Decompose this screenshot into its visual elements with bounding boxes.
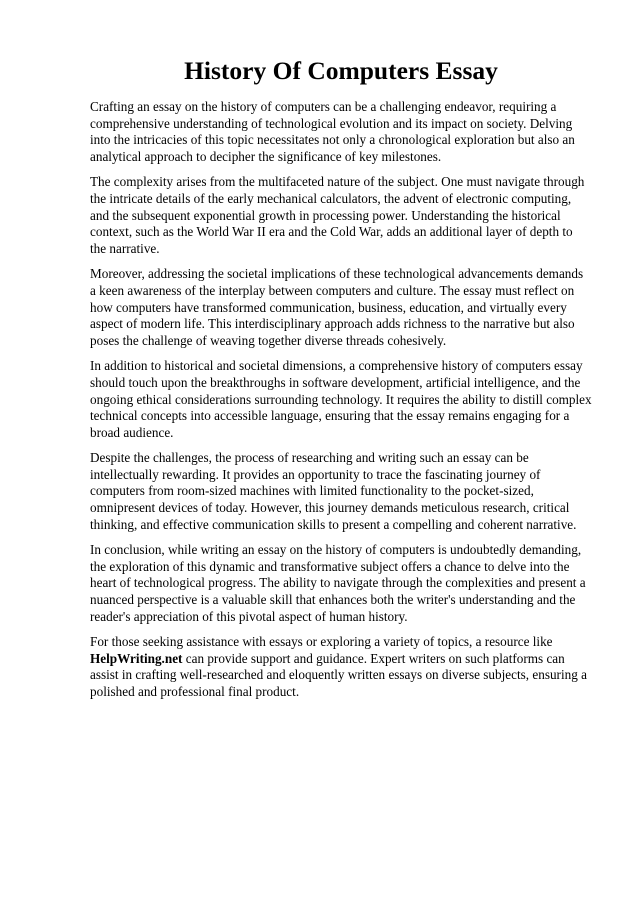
brand-name: HelpWriting.net [90,650,183,666]
paragraph-technical: In addition to historical and societal dimensions, a comprehensive history of computers essay should touch upon the breakthroughs in software development, artificial intelligence, and the ongoing ethical considerations surrounding technology. It requires the ability to distill complex technical concepts into accessible language, ensuring that the essay remains engaging for a broad audience. [90,358,592,440]
paragraph-societal: Moreover, addressing the societal implications of these technological advancements demands a keen awareness of the interplay between computers and culture. The essay must reflect on how computers have transformed communication, business, education, and virtually every aspect of modern life. This interdisciplinary approach adds richness to the narrative but also poses the challenge of weaving together diverse threads cohesively. [90,266,584,348]
paragraph-intro: Crafting an essay on the history of computers can be a challenging endeavor, requiring a comprehensive understanding of technological evolution and its impact on society. Delving into the intricacies of this topic necessitates not only a chronological exploration but also an analytical approach to decipher the significance of key milestones. [90,99,575,164]
closing-text-after: can provide support and guidance. Expert writers on such platforms can assist in crafting well-researched and eloquently written essays on diverse subjects, ensuring a polished and professional final product. [90,650,587,699]
paragraph-conclusion: In conclusion, while writing an essay on the history of computers is undoubtedly demanding, the exploration of this dynamic and transformative subject offers a chance to delve into the heart of technological progress. The ability to navigate through the complexities and present a nuanced perspective is a valuable skill that enhances both the writer's understanding and the reader's appreciation of this pivotal aspect of human history. [90,542,586,624]
page-title: History Of Computers Essay [184,56,498,85]
paragraph-complexity: The complexity arises from the multifaceted nature of the subject. One must navigate through the intricate details of the early mechanical calculators, the advent of electronic computing, and the subsequent exponential growth in processing power. Understanding the historical context, such as the World War II era and the Cold War, adds an additional layer of depth to the narrative. [90,174,585,256]
paragraph-rewarding: Despite the challenges, the process of researching and writing such an essay can be intellectually rewarding. It provides an opportunity to trace the fascinating journey of computers from room-sized machines with limited functionality to the pocket-sized, omnipresent devices of today. However, this journey demands meticulous research, critical thinking, and effective communication skills to present a compelling and coherent narrative. [90,450,577,532]
paragraph-closing [90,634,592,700]
essay-page [90,56,592,710]
closing-text-before: For those seeking assistance with essays or exploring a variety of topics, a resource like [90,634,553,650]
